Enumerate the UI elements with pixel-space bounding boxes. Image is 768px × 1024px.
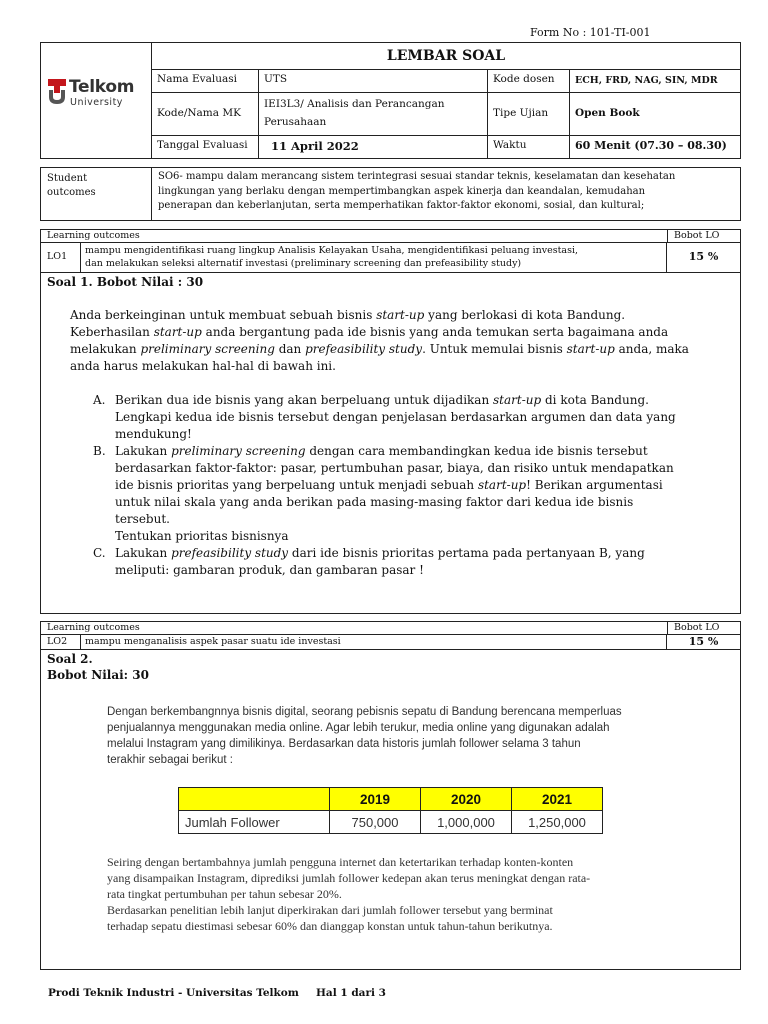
soal-2-bobot: Bobot Nilai: 30 bbox=[47, 668, 149, 682]
soal-2-p1-line: penjualannya menggunakan media online. Agar lebih terukur, media online yang digunakan adalah bbox=[107, 722, 610, 734]
nama-evaluasi-label: Nama Evaluasi bbox=[152, 70, 259, 93]
question-line: Tentukan prioritas bisnisnya bbox=[115, 529, 289, 543]
italic-term: preliminary screening bbox=[171, 444, 306, 458]
soal-2-paragraph-2 bbox=[107, 854, 708, 934]
kode-mk-value-line-2: Perusahaan bbox=[264, 116, 327, 128]
question-item bbox=[93, 545, 731, 579]
kode-mk-label: Kode/Nama MK bbox=[152, 93, 259, 136]
soal-2-p2-line: yang disampaikan Instagram, diprediksi jumlah follower kedepan akan terus meningkat dengan rata- bbox=[107, 871, 591, 885]
question-line: mendukung! bbox=[115, 427, 192, 441]
waktu-label: Waktu bbox=[488, 136, 570, 158]
italic-term: preliminary screening bbox=[140, 342, 275, 356]
italic-term: start-up bbox=[493, 393, 542, 407]
soal-1-intro-line: Keberhasilan start-up anda bergantung pada ide bisnis yang anda temukan serta bagaimana anda bbox=[70, 325, 669, 339]
waktu-value: 60 Menit (07.30 – 08.30) bbox=[575, 139, 727, 152]
question-line: Lakukan prefeasibility study dari ide bisnis prioritas pertama pada pertanyaan B, yang bbox=[115, 546, 645, 560]
year-header-2021: 2021 bbox=[512, 788, 603, 811]
question-line: berdasarkan faktor-faktor: pasar, pertumbuhan pasar, biaya, dan risiko untuk mendapatkan bbox=[115, 461, 674, 475]
lo1-desc-line-1: mampu mengidentifikasi ruang lingkup Analisis Kelayakan Usaha, mengidentifikasi peluang investasi, bbox=[85, 245, 578, 256]
lo1-header bbox=[41, 230, 740, 243]
question-line: ide bisnis prioritas yang berpeluang untuk menjadi sebuah start-up! Berikan argumentasi bbox=[115, 478, 663, 492]
soal-1-intro-line: anda harus melakukan hal-hal di bawah ini. bbox=[70, 359, 336, 373]
lo2-description: mampu menganalisis aspek pasar suatu ide investasi bbox=[81, 635, 667, 649]
lo2-code: LO2 bbox=[41, 635, 81, 649]
question-line: Lengkapi kedua ide bisnis tersebut dengan penjelasan berdasarkan argumen dan data yang bbox=[115, 410, 676, 424]
lo1-header-label: Learning outcomes bbox=[47, 230, 140, 241]
student-outcomes-box bbox=[40, 167, 741, 221]
soal-1-intro-line: Anda berkeinginan untuk membuat sebuah bisnis start-up yang berlokasi di kota Bandung. bbox=[70, 308, 626, 322]
lo1-bobot-header: Bobot LO bbox=[667, 230, 740, 242]
soal-2-p1-line: Dengan berkembangnnya bisnis digital, seorang pebisnis sepatu di Bandung berencana memperluas bbox=[107, 706, 622, 718]
lo2-bobot-header: Bobot LO bbox=[667, 622, 740, 634]
follower-row-label: Jumlah Follower bbox=[179, 811, 330, 834]
soal-2-paragraph-1 bbox=[107, 704, 708, 768]
question-line: Berikan dua ide bisnis yang akan berpeluang untuk dijadikan start-up di kota Bandung. bbox=[115, 393, 649, 407]
follower-table bbox=[178, 787, 603, 834]
lo2-header-label: Learning outcomes bbox=[47, 622, 140, 633]
year-header-2020: 2020 bbox=[421, 788, 512, 811]
logo-cell bbox=[41, 43, 152, 158]
lo2-bobot-value: 15 % bbox=[688, 635, 719, 648]
soal-2-p2-line: Seiring dengan bertambahnya jumlah pengguna internet dan ketertarikan terhadap konten-konten bbox=[107, 855, 574, 869]
follower-value-2019: 750,000 bbox=[330, 811, 421, 834]
question-marker: B. bbox=[93, 444, 106, 458]
italic-term: start-up bbox=[477, 478, 527, 492]
soal-2-p1-line: terakhir sebagai berikut : bbox=[107, 754, 233, 766]
telkom-logo-icon bbox=[48, 79, 66, 105]
lo2-row bbox=[41, 635, 740, 650]
form-number: Form No : 101-TI-001 bbox=[530, 26, 651, 39]
lo1-description bbox=[81, 243, 667, 272]
so-text-line-3: penerapan dan keberlanjutan, serta memperhatikan faktor-faktor ekonomi, sosial, dan kultural; bbox=[158, 200, 645, 211]
logo-subtitle: University bbox=[70, 97, 123, 108]
soal-1-intro bbox=[70, 307, 732, 375]
lo2-header bbox=[41, 622, 740, 635]
kode-dosen-value: ECH, FRD, NAG, SIN, MDR bbox=[570, 70, 740, 93]
kode-mk-value bbox=[259, 93, 488, 136]
question-line: meliputi: gambaran produk, dan gambaran pasar ! bbox=[115, 563, 424, 577]
student-outcomes-label bbox=[41, 168, 152, 220]
telkom-university-logo bbox=[48, 77, 148, 117]
kode-dosen-label: Kode dosen bbox=[488, 70, 570, 93]
tipe-ujian-label: Tipe Ujian bbox=[488, 93, 570, 136]
question-marker: A. bbox=[93, 393, 106, 407]
italic-term: start-up bbox=[566, 342, 615, 356]
soal-2-p2-line: Berdasarkan penelitian lebih lanjut diperkirakan dari jumlah follower tersebut yang berminat bbox=[107, 903, 553, 917]
follower-value-2020: 1,000,000 bbox=[421, 811, 512, 834]
question-marker: C. bbox=[93, 546, 106, 560]
soal-2-title: Soal 2. bbox=[47, 652, 93, 666]
year-header-2019: 2019 bbox=[330, 788, 421, 811]
lo1-bobot-value: 15 % bbox=[688, 250, 719, 263]
sheet-title: LEMBAR SOAL bbox=[152, 43, 740, 70]
question-line: untuk nilai skala yang anda berikan pada masing-masing faktor dari kedua ide bisnis bbox=[115, 495, 634, 509]
question-item bbox=[93, 443, 731, 545]
tanggal-evaluasi-value: 11 April 2022 bbox=[259, 136, 488, 158]
footer-institution: Prodi Teknik Industri - Universitas Telkom bbox=[48, 987, 299, 999]
italic-term: prefeasibility study bbox=[305, 342, 423, 356]
so-label-line-1: Student bbox=[47, 173, 88, 184]
question-line: Lakukan preliminary screening dengan cara membandingkan kedua ide bisnis tersebut bbox=[115, 444, 648, 458]
header-table bbox=[40, 42, 741, 159]
nama-evaluasi-value: UTS bbox=[259, 70, 488, 93]
italic-term: start-up bbox=[153, 325, 202, 339]
follower-value-2021: 1,250,000 bbox=[512, 811, 603, 834]
lo1-code: LO1 bbox=[41, 243, 81, 272]
follower-table-corner bbox=[179, 788, 330, 811]
lo1-desc-line-2: dan melakukan seleksi alternatif investasi (preliminary screening dan prefeasibility study) bbox=[85, 258, 522, 269]
soal-2-p1-line: melalui Instagram yang dimilikinya. Berdasarkan data historis jumlah follower selama 3 tahun bbox=[107, 738, 581, 750]
so-label-line-2: outcomes bbox=[47, 187, 96, 198]
italic-term: prefeasibility study bbox=[171, 546, 289, 560]
student-outcomes-text bbox=[152, 168, 740, 216]
kode-mk-value-line-1: IEI3L3/ Analisis dan Perancangan bbox=[264, 98, 445, 110]
soal-1-questions bbox=[93, 392, 731, 579]
so-text-line-2: lingkungan yang berlaku dengan mempertimbangkan aspek kinerja dan keandalan, kemudahan bbox=[158, 185, 646, 197]
so-text-line-1: SO6- mampu dalam merancang sistem terintegrasi sesuai standar teknis, keselamatan dan kesehatan bbox=[158, 171, 676, 182]
footer-page-number: Hal 1 dari 3 bbox=[316, 987, 386, 999]
question-line: tersebut. bbox=[115, 512, 170, 526]
tipe-ujian-value: Open Book bbox=[570, 93, 740, 136]
soal-2-p2-line: rata tingkat pertumbuhan per tahun sebesar 20%. bbox=[107, 887, 342, 901]
logo-word: Telkom bbox=[69, 77, 135, 97]
follower-table-header-row bbox=[179, 788, 603, 811]
italic-term: start-up bbox=[376, 308, 425, 322]
soal-1-title: Soal 1. Bobot Nilai : 30 bbox=[47, 275, 204, 289]
follower-table-data-row bbox=[179, 811, 603, 834]
tanggal-evaluasi-label: Tanggal Evaluasi bbox=[152, 136, 259, 158]
question-item bbox=[93, 392, 731, 443]
lo1-row bbox=[41, 243, 740, 273]
soal-2-p2-line: terhadap sepatu diestimasi sebesar 60% dan dianggap konstan untuk tahun-tahun berikutnya. bbox=[107, 919, 553, 933]
soal-1-intro-line: melakukan preliminary screening dan prefeasibility study. Untuk memulai bisnis start-up anda, maka bbox=[70, 342, 689, 356]
